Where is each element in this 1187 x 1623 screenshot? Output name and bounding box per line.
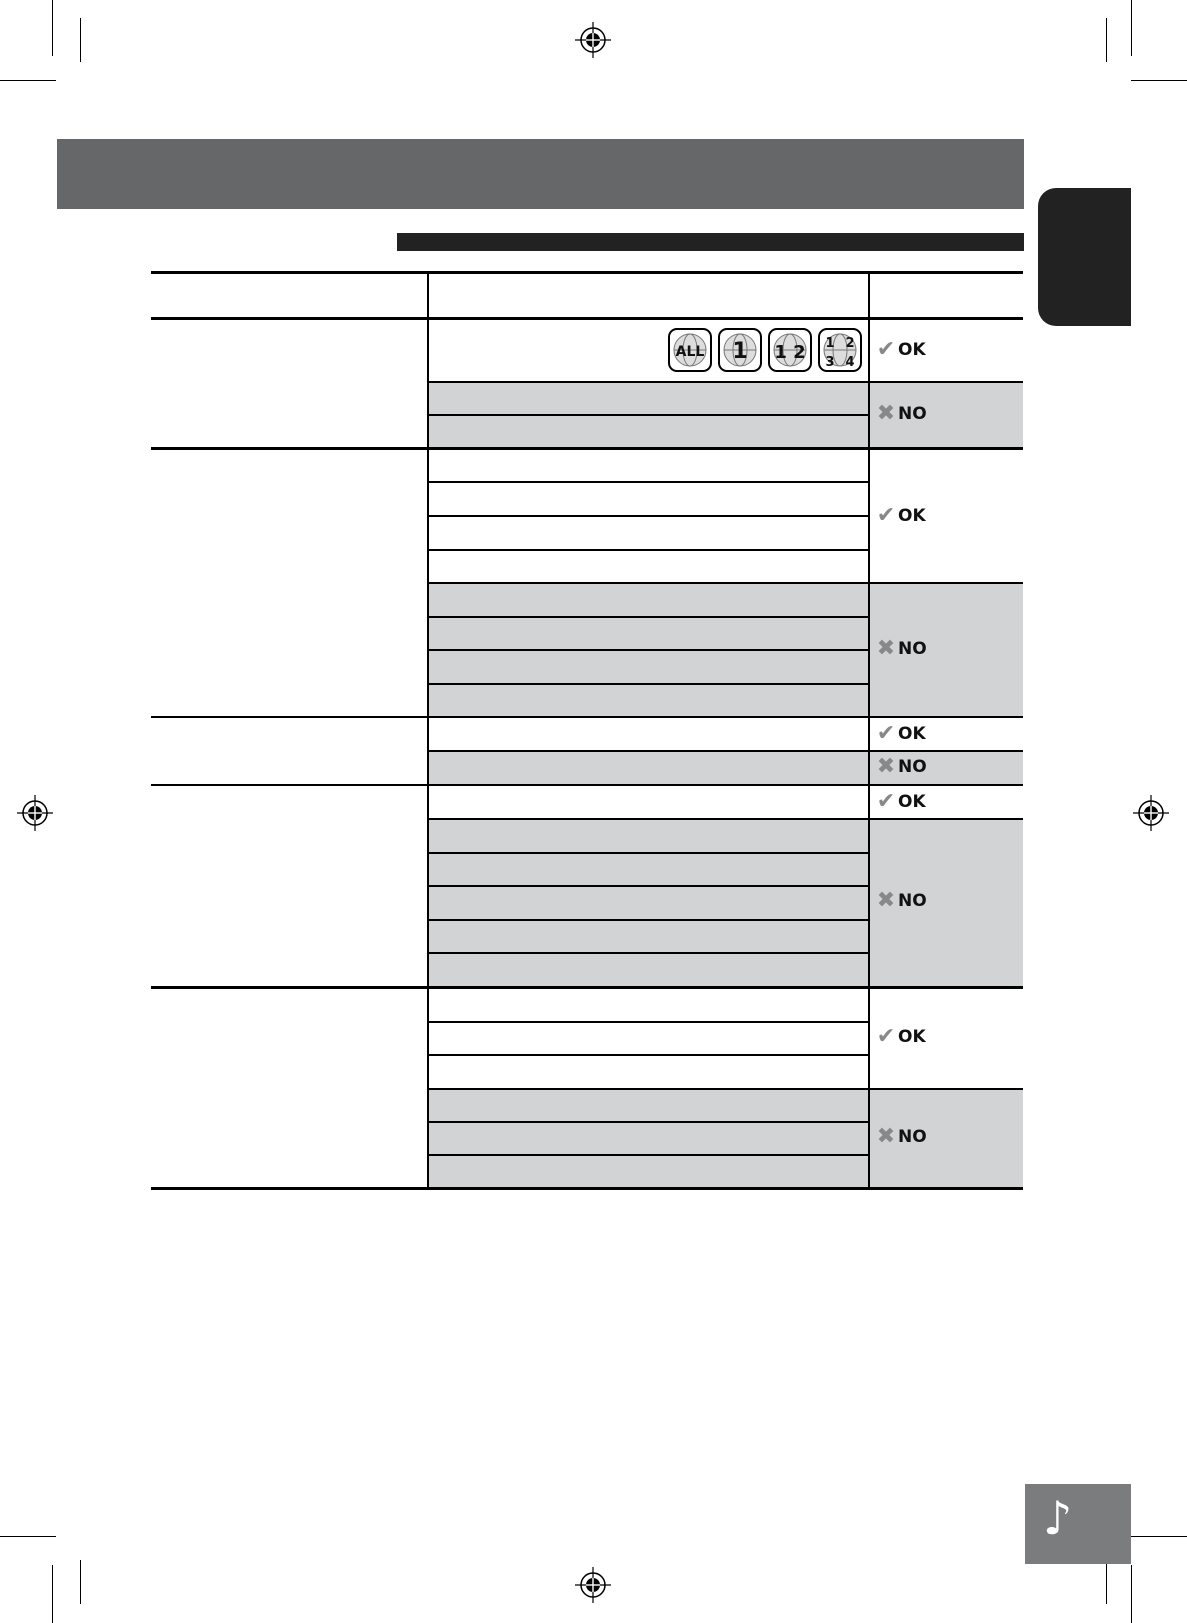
table-row-line — [428, 582, 1023, 584]
globe-region-icon — [718, 328, 762, 372]
page-corner-block — [1025, 1484, 1131, 1564]
crop-mark — [52, 1565, 53, 1623]
region-label-1-2: 1 2 — [774, 342, 806, 363]
region-label-1: 1 — [732, 339, 748, 364]
cross-icon: ✖ — [876, 401, 896, 426]
result-label: NO — [898, 639, 927, 659]
result-no — [876, 401, 927, 427]
region-label-num: 1 — [825, 336, 835, 351]
crop-mark — [1131, 1565, 1132, 1623]
check-icon: ✔ — [876, 721, 896, 746]
table-rule — [151, 1187, 1023, 1190]
table-column-line — [427, 271, 429, 1189]
table-row-line — [428, 649, 868, 651]
result-no — [876, 888, 927, 914]
region-code-icons — [668, 328, 862, 372]
registration-mark-icon — [575, 22, 611, 58]
result-no — [876, 636, 927, 662]
table-column-line — [868, 271, 870, 1189]
result-no — [876, 754, 927, 780]
table-row-line — [428, 683, 868, 685]
crop-mark — [0, 1536, 56, 1537]
region-label-num: 4 — [845, 355, 855, 370]
crop-mark — [80, 18, 81, 62]
result-no — [876, 1124, 927, 1150]
table-row-line — [428, 1054, 868, 1056]
table-row-line — [428, 1121, 868, 1123]
table-row-line — [428, 919, 868, 921]
table-cell-unsupported — [428, 818, 1023, 986]
result-ok — [876, 789, 926, 815]
cross-icon: ✖ — [876, 754, 896, 779]
result-label: OK — [898, 506, 926, 526]
cross-icon: ✖ — [876, 888, 896, 913]
result-label: OK — [898, 724, 926, 744]
registration-mark-icon — [1133, 795, 1169, 831]
crop-mark — [80, 1560, 81, 1604]
globe-multi-region-icon — [818, 328, 862, 372]
crop-mark — [1131, 1536, 1187, 1537]
table-rule — [151, 784, 1023, 786]
music-note-icon: ♪ — [1043, 1491, 1073, 1545]
table-row-line — [428, 515, 868, 517]
result-ok — [876, 503, 926, 529]
crop-mark — [1131, 80, 1187, 81]
result-label: OK — [898, 1027, 926, 1047]
table-rule — [151, 447, 1023, 450]
crop-mark — [52, 0, 53, 56]
registration-mark-icon — [575, 1567, 611, 1603]
table-row-line — [428, 616, 868, 618]
globe-all-icon — [668, 328, 712, 372]
section-title-bar — [397, 233, 1024, 251]
result-label: NO — [898, 1127, 927, 1147]
result-label: OK — [898, 792, 926, 812]
table-rule — [151, 986, 1023, 989]
crop-mark — [1106, 18, 1107, 62]
registration-mark-icon — [17, 795, 53, 831]
region-label-all: ALL — [675, 344, 705, 360]
table-row-line — [428, 852, 868, 854]
table-cell-unsupported — [428, 1088, 1023, 1188]
cross-icon: ✖ — [876, 636, 896, 661]
crop-mark — [0, 80, 56, 81]
table-row-line — [428, 381, 1023, 383]
table-row-line — [428, 885, 868, 887]
region-label-num: 3 — [825, 355, 835, 370]
table-rule — [151, 716, 1023, 718]
table-row-line — [428, 549, 868, 551]
result-ok — [876, 337, 926, 363]
crop-mark — [1106, 1560, 1107, 1604]
result-ok — [876, 721, 926, 747]
cross-icon: ✖ — [876, 1124, 896, 1149]
table-row-line — [428, 952, 868, 954]
check-icon: ✔ — [876, 789, 896, 814]
result-label: NO — [898, 404, 927, 424]
check-icon: ✔ — [876, 337, 896, 362]
header-band — [57, 139, 1024, 209]
globe-region-icon — [768, 328, 812, 372]
table-rule — [151, 317, 1023, 320]
result-label: OK — [898, 340, 926, 360]
result-label: NO — [898, 891, 927, 911]
result-ok — [876, 1024, 926, 1050]
check-icon: ✔ — [876, 1024, 896, 1049]
table-row-line — [428, 1154, 868, 1156]
table-row-line — [428, 750, 1023, 752]
result-label: NO — [898, 757, 927, 777]
table-row-line — [428, 1021, 868, 1023]
table-cell-unsupported — [428, 750, 1023, 784]
region-label-num: 2 — [845, 336, 855, 351]
table-row-line — [428, 1088, 1023, 1090]
table-rule — [151, 271, 1023, 274]
table-row-line — [428, 414, 868, 416]
table-row-line — [428, 818, 1023, 820]
check-icon: ✔ — [876, 503, 896, 528]
crop-mark — [1131, 0, 1132, 56]
table-row-line — [428, 481, 868, 483]
language-side-tab — [1038, 188, 1131, 326]
